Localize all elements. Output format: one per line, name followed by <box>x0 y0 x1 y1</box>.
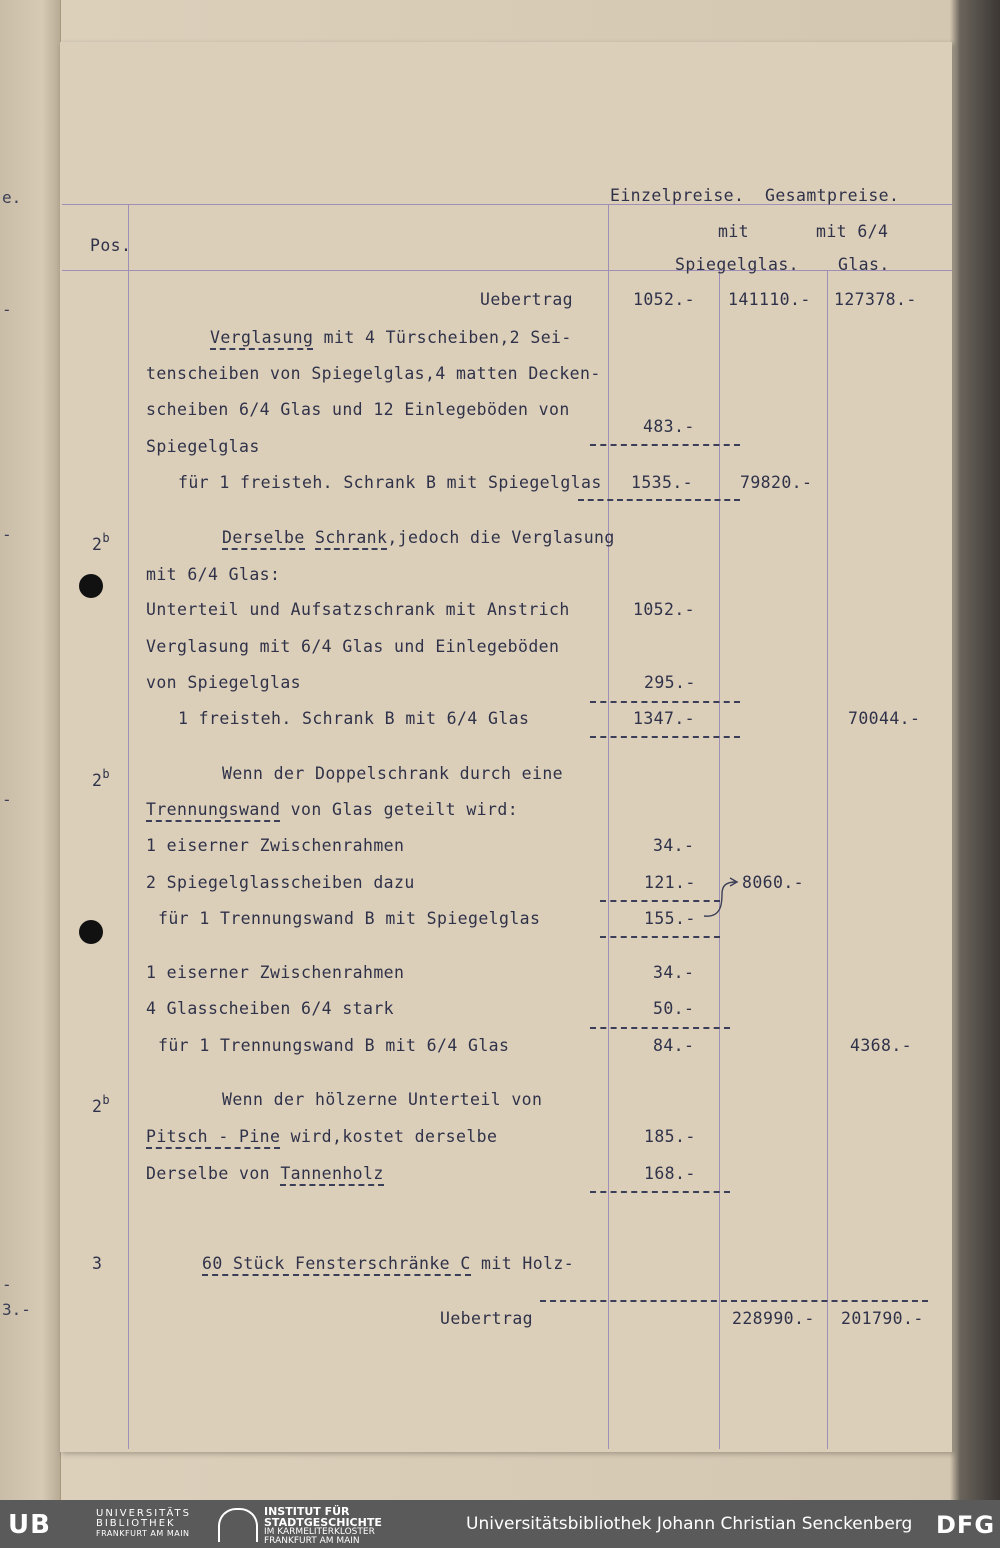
underlined-term: Derselbe <box>222 528 305 550</box>
table-rule <box>608 204 609 1449</box>
sum-rule <box>540 1300 928 1302</box>
institute-line: INSTITUT FÜR <box>264 1505 350 1518</box>
einzelpreis: 185.- <box>644 1127 696 1146</box>
gesamt-spiegelglas: 141110.- <box>728 290 811 309</box>
einzelpreis: 34.- <box>653 963 695 982</box>
gesamt-glas: 4368.- <box>850 1036 913 1055</box>
line-text: 2 Spiegelglasscheiben dazu <box>146 873 415 892</box>
sum-rule <box>600 936 720 938</box>
library-title: Universitätsbibliothek Johann Christian Senckenberg <box>466 1514 913 1534</box>
pos-sup: b <box>102 1093 110 1107</box>
ub-line: FRANKFURT AM MAIN <box>96 1529 190 1538</box>
sum-rule <box>590 444 740 446</box>
line-text: tenscheiben von Spiegelglas,4 matten Decken- <box>146 364 601 383</box>
position-number <box>92 528 110 555</box>
header-pos: Pos. <box>90 236 132 255</box>
position-number <box>92 1090 110 1117</box>
einzelpreis: 121.- <box>644 873 696 892</box>
line-text <box>146 800 518 820</box>
pos-sup: b <box>102 767 110 781</box>
table-rule <box>128 204 129 1449</box>
line-text <box>202 1254 574 1274</box>
prev-fragment: - <box>2 1275 12 1294</box>
line-text-rest: von Glas geteilt wird: <box>280 800 519 819</box>
sum-rule <box>590 1027 730 1029</box>
line-text: Wenn der Doppelschrank durch eine <box>222 764 564 783</box>
sum-rule <box>600 900 720 902</box>
einzelpreis: 1052.- <box>633 290 696 309</box>
header-mit: mit <box>718 222 750 241</box>
line-text: 4 Glasscheiben 6/4 stark <box>146 999 395 1018</box>
punch-hole <box>79 574 103 598</box>
document-page <box>60 42 952 1452</box>
underlined-term: Schrank <box>315 528 387 550</box>
dfg-logo: DFG <box>936 1511 996 1539</box>
einzelpreis: 1052.- <box>633 600 696 619</box>
line-text: für 1 freisteh. Schrank B mit Spiegelglas <box>178 473 602 492</box>
gesamt-spiegelglas: 8060.- <box>742 873 805 892</box>
line-text-rest: mit 4 Türscheiben,2 Sei- <box>313 328 572 347</box>
line-text <box>222 528 615 548</box>
prev-fragment: - <box>2 300 12 319</box>
pos-digit: 2 <box>92 1097 103 1116</box>
line-text: Spiegelglas <box>146 437 260 456</box>
footer-bar <box>0 1500 1000 1548</box>
underlined-term: Pitsch - Pine <box>146 1127 280 1149</box>
prev-fragment: e. <box>2 188 22 207</box>
position-number <box>92 764 110 791</box>
position-number: 3 <box>92 1254 103 1273</box>
prev-fragment: 3.- <box>2 1300 31 1319</box>
gesamt-glas: 70044.- <box>848 709 921 728</box>
line-text: Unterteil und Aufsatzschrank mit Anstrich <box>146 600 570 619</box>
header-spiegelglas: Spiegelglas. <box>675 255 800 274</box>
einzelpreis: 295.- <box>644 673 696 692</box>
line-text: Wenn der hölzerne Unterteil von <box>222 1090 543 1109</box>
gesamt-glas: 201790.- <box>841 1309 924 1328</box>
line-text: 1 freisteh. Schrank B mit 6/4 Glas <box>178 709 530 728</box>
line-text: 1 eiserner Zwischenrahmen <box>146 963 405 982</box>
header-glas: Glas. <box>838 255 890 274</box>
table-rule <box>62 270 952 271</box>
einzelpreis: 84.- <box>653 1036 695 1055</box>
einzelpreis: 1347.- <box>633 709 696 728</box>
line-text: für 1 Trennungswand B mit 6/4 Glas <box>158 1036 510 1055</box>
einzelpreis: 483.- <box>643 417 695 436</box>
prev-fragment: - <box>2 790 12 809</box>
line-text: Verglasung mit 6/4 Glas und Einlegeböden <box>146 637 560 656</box>
line-text: 1 eiserner Zwischenrahmen <box>146 836 405 855</box>
line-text <box>146 1164 384 1184</box>
pos-digit: 2 <box>92 771 103 790</box>
einzelpreis: 168.- <box>644 1164 696 1183</box>
ub-line: BIBLIOTHEK <box>96 1518 176 1529</box>
sum-rule <box>590 701 740 703</box>
header-mit-6-4: mit 6/4 <box>816 222 889 241</box>
underlined-term: 60 Stück Fensterschränke C <box>202 1254 471 1276</box>
institute-wordmark <box>264 1506 382 1546</box>
line-text-rest: mit Holz- <box>470 1254 575 1273</box>
ub-logo: UB <box>8 1510 51 1540</box>
line-text <box>210 328 572 348</box>
underlined-term: Verglasung <box>210 328 313 350</box>
line-text: für 1 Trennungswand B mit Spiegelglas <box>158 909 541 928</box>
prev-fragment: - <box>2 525 12 544</box>
table-rule <box>827 270 828 1449</box>
line-text-rest: ,jedoch die Verglasung <box>387 528 615 547</box>
bracket-arrow-icon <box>700 874 740 922</box>
ub-line: UNIVERSITÄTS <box>96 1508 192 1519</box>
punch-hole <box>79 920 103 944</box>
header-einzel-gesamt: Einzelpreise. Gesamtpreise. <box>610 186 900 205</box>
einzelpreis: 1535.- <box>631 473 694 492</box>
line-text-rest: wird,kostet derselbe <box>280 1127 498 1146</box>
underlined-term: Trennungswand <box>146 800 280 822</box>
underlined-term: Tannenholz <box>280 1164 383 1186</box>
einzelpreis: 50.- <box>653 999 695 1018</box>
line-text: Uebertrag <box>440 1309 534 1328</box>
line-text: Uebertrag <box>480 290 574 309</box>
line-text <box>146 1127 497 1147</box>
gesamt-glas: 127378.- <box>834 290 917 309</box>
institute-line: STADTGESCHICHTE <box>264 1516 382 1529</box>
previous-page-edge <box>0 0 61 1500</box>
institute-arch-icon <box>218 1508 258 1542</box>
pos-sup: b <box>102 531 110 545</box>
sum-rule <box>590 1191 730 1193</box>
einzelpreis: 34.- <box>653 836 695 855</box>
einzelpreis: 155.- <box>644 909 696 928</box>
line-text-rest: Derselbe von <box>146 1164 281 1183</box>
institute-line: FRANKFURT AM MAIN <box>264 1536 360 1546</box>
line-text: mit 6/4 Glas: <box>146 565 281 584</box>
line-text: scheiben 6/4 Glas und 12 Einlegeböden von <box>146 400 570 419</box>
ub-wordmark <box>96 1509 191 1539</box>
gesamt-spiegelglas: 228990.- <box>732 1309 815 1328</box>
gesamt-spiegelglas: 79820.- <box>740 473 813 492</box>
institute-line: IM KARMELITERKLOSTER <box>264 1527 375 1537</box>
line-text: von Spiegelglas <box>146 673 302 692</box>
sum-rule <box>578 499 740 501</box>
pos-digit: 2 <box>92 535 103 554</box>
table-rule <box>719 270 720 1449</box>
sum-rule <box>590 736 740 738</box>
